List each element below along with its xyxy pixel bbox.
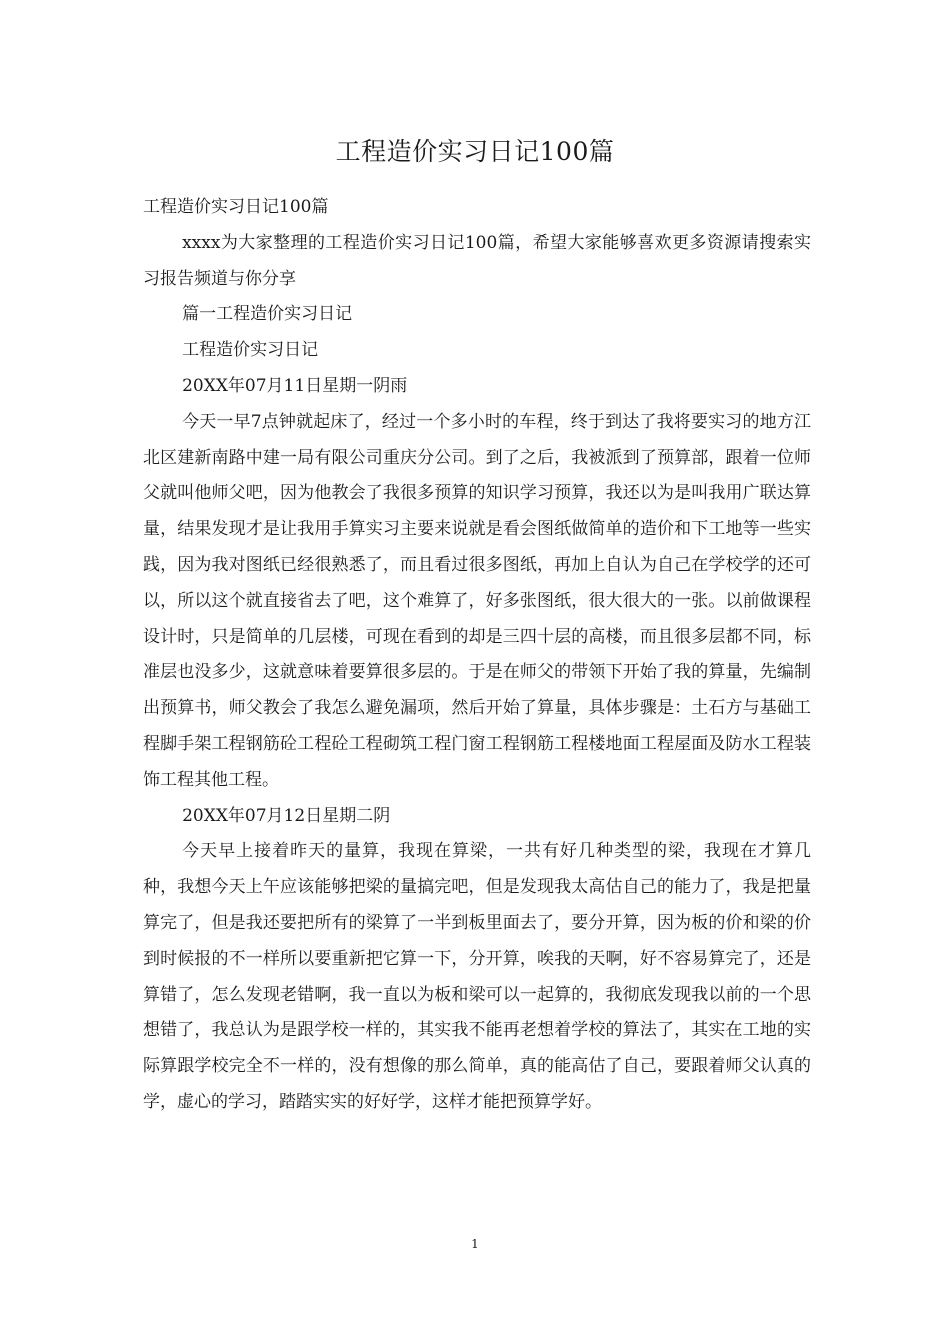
subsection-heading: 工程造价实习日记: [182, 340, 319, 361]
diary-entry-1: 今天一早7点钟就起床了，经过一个多小时的车程，终于到达了我将要实习的地方江北区建新南路中建一局有限公司重庆分公司。到了之后，我被派到了预算部，跟着一位师父就叫他师父吧，因为他教会了我很多预算的知识学习预算，我还以为是叫我用广联达算量，结果发现才是让我用手算实习主要来说就是看会图纸做简单的造价和下工地等一些实践，因为我对图纸已经很熟悉了，而且看过很多图纸，再加上自认为自己在学校学的还可以，所以这个就直接省去了吧，这个难算了，好多张图纸，很大很大的一张。以前做课程设计时，只是简单的几层楼，可现在看到的却是三四十层的高楼，而且很多层都不同，标准层也没多少，这就意味着要算很多层的。于是在师父的带领下开始了我的算量，先编制出预算书，师父教会了我怎么避免漏项，然后开始了算量，具体步骤是：土石方与基础工程脚手架工程钢筋砼工程砼工程砌筑工程门窗工程钢筋工程楼地面工程屋面及防水工程装饰工程其他工程。: [143, 411, 811, 790]
page-number: 1: [471, 1237, 479, 1251]
diary-date-2: 20XX年07月12日星期二阴: [182, 805, 391, 826]
document-body: [143, 190, 811, 1121]
diary-date-1: 20XX年07月11日星期一阴雨: [182, 375, 408, 396]
document-title: 工程造价实习日记100篇: [335, 137, 615, 166]
section-heading: 篇一工程造价实习日记: [182, 304, 353, 325]
body-heading: 工程造价实习日记100篇: [143, 197, 329, 217]
diary-entry-2: 今天早上接着昨天的量算，我现在算梁，一共有好几种类型的梁，我现在才算几种，我想今天上午应该能够把梁的量搞完吧，但是发现我太高估自己的能力了，我是把量算完了，但是我还要把所有的梁算了一半到板里面去了，要分开算，因为板的价和梁的价到时候报的不一样所以要重新把它算一下，分开算，唉我的天啊，好不容易算完了，还是算错了，怎么发现老错啊，我一直以为板和梁可以一起算的，我彻底发现我以前的一个思想错了，我总认为是跟学校一样的，其实我不能再老想着学校的算法了，其实在工地的实际算跟学校完全不一样的，没有想像的那么简单，真的能高估了自己，要跟着师父认真的学，虚心的学习，踏踏实实的好好学，这样才能把预算学好。: [143, 841, 811, 1112]
intro-paragraph: xxxx为大家整理的工程造价实习日记100篇，希望大家能够喜欢更多资源请搜索实习报告频道与你分享: [143, 232, 811, 289]
